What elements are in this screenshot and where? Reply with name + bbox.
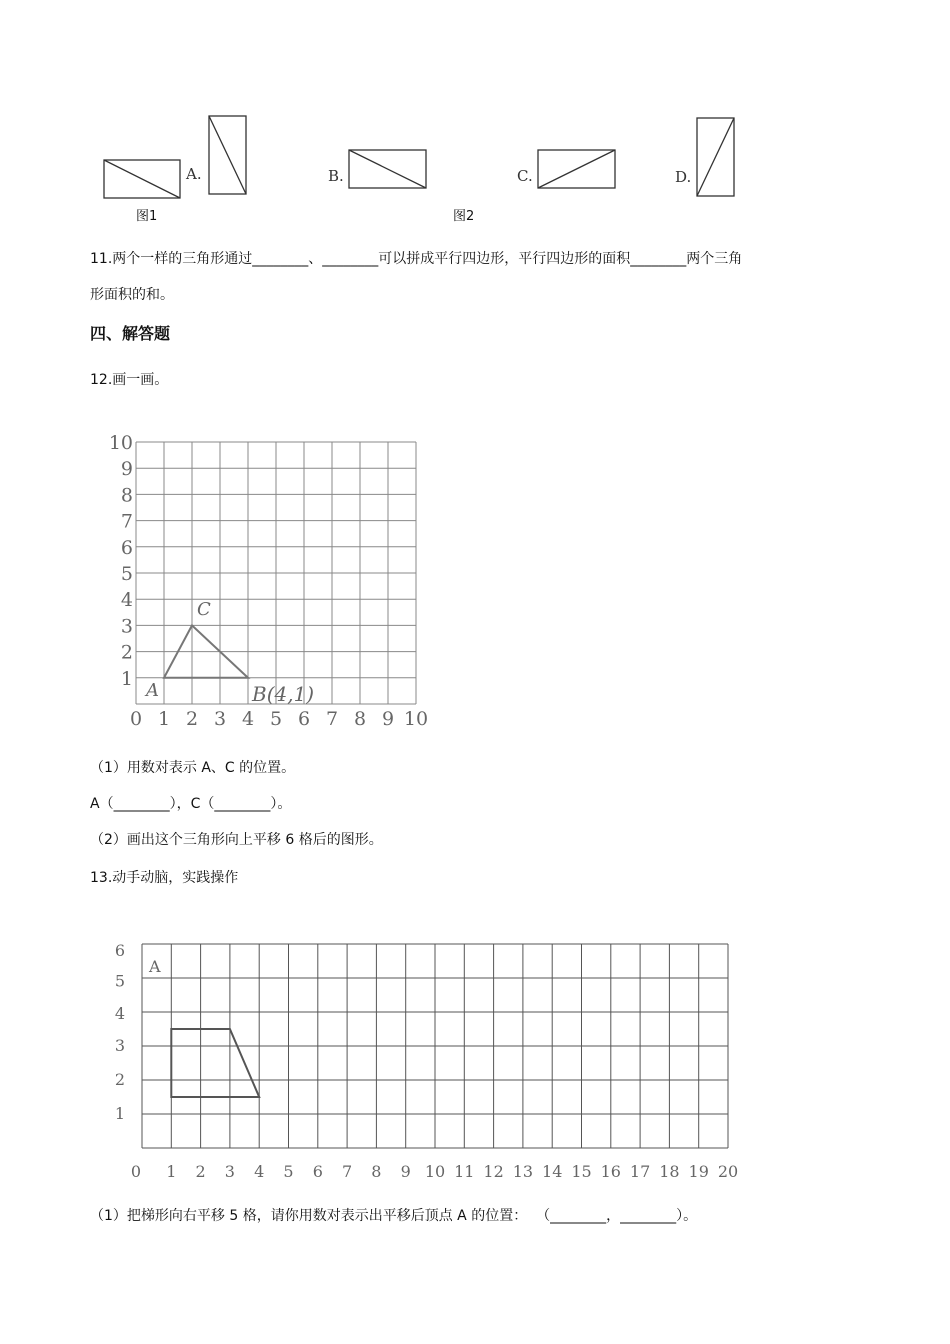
q13-x-tick: 5 — [283, 1162, 294, 1181]
q13-y-tick: 5 — [114, 971, 125, 991]
q12-y-tick: 8 — [120, 484, 133, 507]
fig1-label: 图1 — [136, 209, 158, 224]
q12-answer-line: A（________），C（________）。 — [90, 796, 292, 812]
q12-y-tick: 9 — [120, 458, 133, 481]
q12-y-tick: 4 — [120, 589, 133, 612]
q12-x-tick: 9 — [381, 708, 395, 730]
q12-title: 12.画一画。 — [90, 372, 169, 388]
q13-x-tick: 14 — [542, 1162, 563, 1181]
q13-x-tick: 13 — [512, 1162, 534, 1181]
q12-x-tick: 3 — [213, 708, 227, 730]
q12-y-tick: 7 — [120, 510, 133, 533]
option-c-label: C. — [517, 167, 533, 185]
q12-x-tick: 7 — [325, 708, 339, 730]
option-d-diagonal — [697, 118, 734, 196]
option-a-diagonal — [209, 116, 246, 194]
option-c-diagonal — [538, 150, 615, 188]
option-a-label: A. — [186, 165, 202, 183]
q12-x-tick: 1 — [157, 708, 171, 730]
q12-grid — [100, 410, 440, 735]
q12-sub1: （1）用数对表示 A、C 的位置。 — [90, 760, 296, 776]
q12-y-tick: 3 — [120, 615, 133, 638]
q12-y-tick: 5 — [120, 563, 133, 585]
q13-x-tick: 7 — [342, 1162, 353, 1181]
top-figure — [0, 0, 950, 235]
q13-y-tick: 4 — [114, 1003, 125, 1023]
q12-x-tick: 4 — [241, 708, 255, 730]
vertex-a-label: A — [149, 957, 161, 976]
q13-x-tick: 20 — [717, 1162, 739, 1181]
point-b-label: B(4,1) — [252, 682, 315, 706]
fig2-label: 图2 — [453, 209, 475, 224]
q12-x-tick: 6 — [297, 708, 311, 730]
q13-x-tick: 15 — [571, 1162, 592, 1181]
q12-x-tick: 8 — [353, 708, 367, 730]
q13-y-tick: 6 — [114, 941, 125, 960]
q13-x-tick: 3 — [224, 1162, 235, 1181]
trapezoid — [171, 1029, 259, 1097]
q13-x-tick: 17 — [629, 1162, 651, 1181]
q11-line2: 形面积的和。 — [90, 287, 174, 303]
option-b-diagonal — [349, 150, 426, 188]
q13-x-tick: 10 — [424, 1162, 446, 1181]
q12-x-axis-ticks — [130, 708, 428, 730]
q12-x-tick: 2 — [185, 708, 199, 730]
q12-y-tick: 6 — [120, 536, 133, 559]
q13-x-tick: 4 — [254, 1162, 265, 1181]
q13-x-tick: 0 — [130, 1162, 142, 1181]
q12-sub2: （2）画出这个三角形向上平移 6 格后的图形。 — [90, 832, 383, 848]
q13-x-tick: 9 — [400, 1162, 411, 1181]
q13-y-tick: 1 — [114, 1104, 125, 1124]
q12-x-tick: 10 — [403, 708, 429, 730]
q13-x-tick: 18 — [659, 1162, 680, 1181]
q12-y-axis-ticks — [109, 432, 133, 690]
q12-y-tick: 2 — [120, 641, 133, 664]
q13-title: 13.动手动脑，实践操作 — [90, 870, 239, 886]
q11-line1: 11.两个一样的三角形通过________、________可以拼成平行四边形，平行四边形的面积________两个三角 — [90, 251, 743, 267]
q13-x-tick: 19 — [688, 1162, 709, 1181]
q12-y-tick: 10 — [108, 432, 133, 454]
point-c-label: C — [197, 599, 211, 620]
q12-gridlines — [136, 442, 416, 704]
q13-x-tick: 16 — [600, 1162, 621, 1181]
q12-y-tick: 1 — [120, 667, 133, 690]
q13-gridlines — [142, 944, 728, 1148]
q13-grid — [100, 895, 760, 1190]
q13-sub1: （1）把梯形向右平移 5 格，请你用数对表示出平移后顶点 A 的位置： （________，________）。 — [90, 1208, 698, 1224]
q13-y-tick: 2 — [114, 1070, 125, 1090]
q13-x-tick: 1 — [166, 1162, 177, 1181]
fig1-diagonal — [104, 160, 180, 198]
point-a-label: A — [146, 680, 159, 701]
q13-x-tick: 12 — [483, 1162, 504, 1181]
q12-x-tick: 0 — [129, 708, 143, 730]
q13-x-tick: 11 — [454, 1162, 475, 1181]
section-heading: 四、解答题 — [90, 324, 171, 343]
q13-y-tick: 3 — [114, 1036, 125, 1056]
q13-x-tick: 6 — [312, 1162, 323, 1181]
q13-x-axis-ticks — [131, 1162, 738, 1181]
q13-y-axis-ticks — [115, 941, 125, 1123]
option-b-label: B. — [328, 167, 344, 185]
q12-x-tick: 5 — [269, 708, 283, 730]
q13-x-tick: 2 — [195, 1162, 206, 1181]
option-d-label: D. — [675, 168, 692, 186]
q13-x-tick: 8 — [371, 1162, 382, 1181]
